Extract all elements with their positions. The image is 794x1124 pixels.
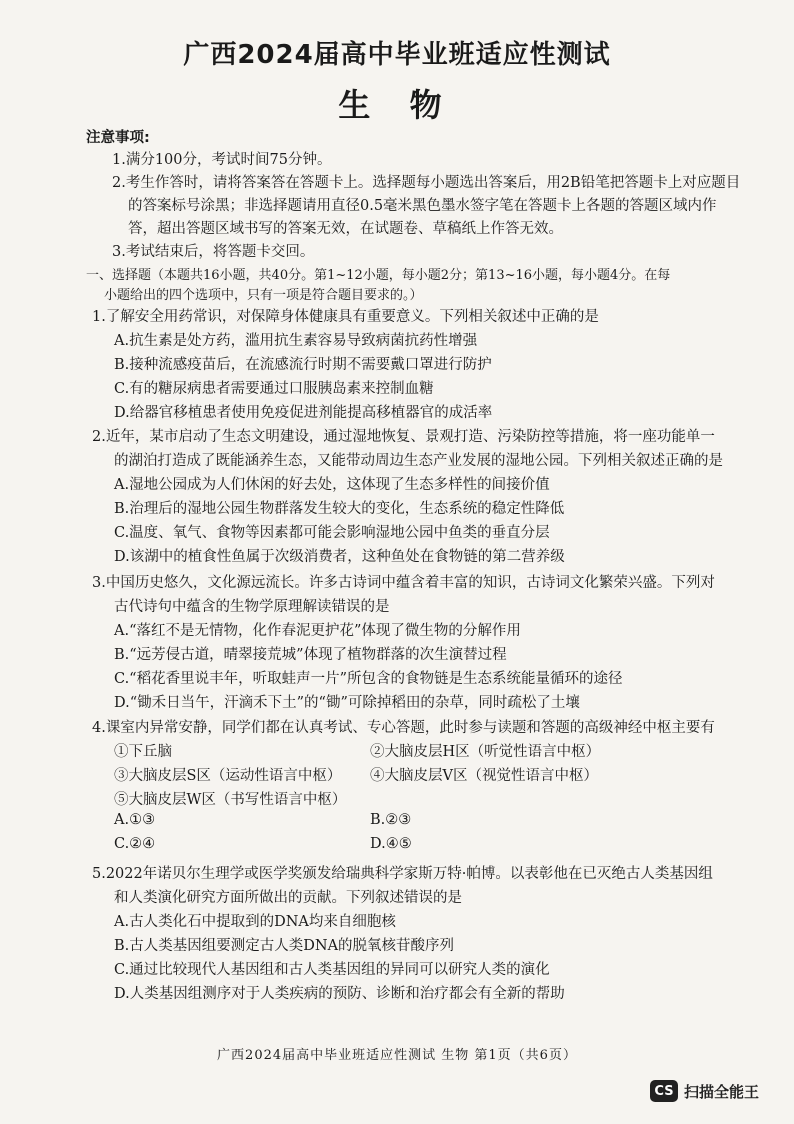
note-2a: 2.考生作答时，请将答案答在答题卡上。选择题每小题选出答案后，用2B铅笔把答题卡上对应题目 <box>112 175 741 191</box>
q5-option-d: D.人类基因组测序对于人类疾病的预防、诊断和治疗都会有全新的帮助 <box>114 986 565 1002</box>
q3-option-c: C.“稻花香里说丰年，听取蛙声一片”所包含的食物链是生态系统能量循环的途径 <box>114 671 623 687</box>
q4-item-2: ②大脑皮层H区（听觉性语言中枢） <box>370 744 601 760</box>
q1-stem: 1.了解安全用药常识，对保障身体健康具有重要意义。下列相关叙述中正确的是 <box>92 309 599 325</box>
q4-item-3: ③大脑皮层S区（运动性语言中枢） <box>114 768 342 784</box>
q4-stem: 4.课室内异常安静，同学们都在认真考试、专心答题，此时参与读题和答题的高级神经中枢主要有 <box>92 720 715 736</box>
q4-option-b: B.②③ <box>370 812 412 828</box>
section-heading-a: 一、选择题（本题共16小题，共40分。第1~12小题，每小题2分；第13~16小题，每小题4分。在每 <box>86 268 671 283</box>
q4-option-a: A.①③ <box>114 812 156 828</box>
q3-option-a: A.“落红不是无情物，化作春泥更护花”体现了微生物的分解作用 <box>114 623 521 639</box>
q5-stem-1: 5.2022年诺贝尔生理学或医学奖颁发给瑞典科学家斯万特·帕博。以表彰他在已灭绝古人类基因组 <box>92 866 713 882</box>
q5-option-b: B.古人类基因组要测定古人类DNA的脱氧核苷酸序列 <box>114 938 455 954</box>
camscanner-logo-icon: CS <box>650 1080 678 1102</box>
q5-stem-2: 和人类演化研究方面所做出的贡献。下列叙述错误的是 <box>114 890 462 906</box>
note-2b: 的答案标号涂黑；非选择题请用直径0.5毫米黑色墨水签字笔在答题卡上各题的答题区域内作 <box>128 198 717 214</box>
q1-option-c: C.有的糖尿病患者需要通过口服胰岛素来控制血糖 <box>114 381 434 397</box>
q2-option-b: B.治理后的湿地公园生物群落发生较大的变化，生态系统的稳定性降低 <box>114 501 565 517</box>
scanner-app-name: 扫描全能王 <box>684 1082 760 1101</box>
notes-heading: 注意事项: <box>86 130 150 146</box>
q2-option-a: A.湿地公园成为人们休闲的好去处，这体现了生态多样性的间接价值 <box>114 477 550 493</box>
q1-option-d: D.给器官移植患者使用免疫促进剂能提高移植器官的成活率 <box>114 405 493 421</box>
q2-option-d: D.该湖中的植食性鱼属于次级消费者，这种鱼处在食物链的第二营养级 <box>114 549 565 565</box>
q4-option-d: D.④⑤ <box>370 836 412 852</box>
q4-option-c: C.②④ <box>114 836 156 852</box>
q2-stem-2: 的湖泊打造成了既能涵养生态，又能带动周边生态产业发展的湿地公园。下列相关叙述正确的是 <box>114 453 723 469</box>
note-1: 1.满分100分，考试时间75分钟。 <box>112 152 332 168</box>
q3-stem-1: 3.中国历史悠久，文化源远流长。许多古诗词中蕴含着丰富的知识，古诗词文化繁荣兴盛。下列对 <box>92 575 715 591</box>
section-heading-b: 小题给出的四个选项中，只有一项是符合题目要求的。） <box>104 288 423 303</box>
q2-stem-1: 2.近年，某市启动了生态文明建设，通过湿地恢复、景观打造、污染防控等措施，将一座功能单一 <box>92 429 715 445</box>
q3-stem-2: 古代诗句中蕴含的生物学原理解读错误的是 <box>114 599 390 615</box>
q1-option-b: B.接种流感疫苗后，在流感流行时期不需要戴口罩进行防护 <box>114 357 492 373</box>
note-2c: 答，超出答题区域书写的答案无效，在试题卷、草稿纸上作答无效。 <box>128 221 563 237</box>
q1-option-a: A.抗生素是处方药，滥用抗生素容易导致病菌抗药性增强 <box>114 333 478 349</box>
q4-item-5: ⑤大脑皮层W区（书写性语言中枢） <box>114 792 347 808</box>
q4-item-4: ④大脑皮层V区（视觉性语言中枢） <box>370 768 598 784</box>
q2-option-c: C.温度、氧气、食物等因素都可能会影响湿地公园中鱼类的垂直分层 <box>114 525 550 541</box>
scanner-watermark <box>650 1080 759 1102</box>
subject-title: 生 物 <box>338 86 456 124</box>
exam-title: 广西2024届高中毕业班适应性测试 <box>183 40 611 70</box>
q3-option-d: D.“锄禾日当午，汗滴禾下土”的“锄”可除掉稻田的杂草，同时疏松了土壤 <box>114 695 580 711</box>
q5-option-c: C.通过比较现代人基因组和古人类基因组的异同可以研究人类的演化 <box>114 962 550 978</box>
note-3: 3.考试结束后，将答题卡交回。 <box>112 244 315 260</box>
q3-option-b: B.“远芳侵古道，晴翠接荒城”体现了植物群落的次生演替过程 <box>114 647 507 663</box>
page-footer: 广西2024届高中毕业班适应性测试 生物 第1页（共6页） <box>217 1048 577 1063</box>
q4-item-1: ①下丘脑 <box>114 744 172 760</box>
q5-option-a: A.古人类化石中提取到的DNA均来自细胞核 <box>114 914 396 930</box>
